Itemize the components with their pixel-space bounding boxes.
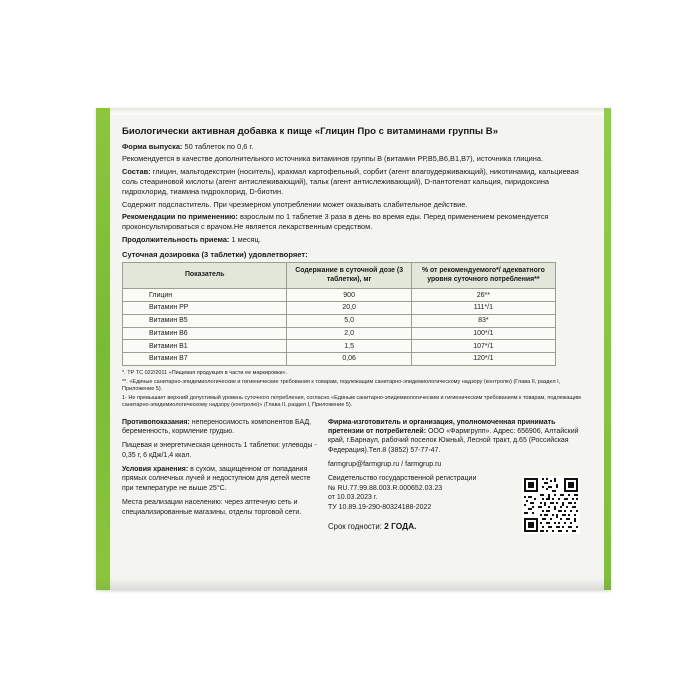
nutrition-table-body [123, 289, 556, 366]
storage-value: в сухом, защищенном от попадания прямых солнечных лучей и недоступном для детей месте при температуре не выше 25°С. [122, 466, 311, 492]
usage-line [122, 212, 588, 232]
form-label: Форма выпуска: [122, 141, 183, 151]
table-row [123, 353, 556, 366]
composition-label: Состав: [122, 167, 151, 177]
footnote-3: 1- Не превышает верхний допустимый уровень суточного потребления, согласно «Единым санитарно-эпидемиологическим и гигиеническим требованиям к товарам, подлежащим санитарно-эпидемиологическому надзору (контролю)» (Глава II, раздел I, Приложение 5). [122, 395, 581, 409]
row-percent: 100*/1 [411, 327, 555, 340]
row-percent: 111*/1 [411, 301, 555, 314]
manufacturer-value: ООО «Фармгрупп». Адрес: 656906, Алтайский край, г.Барнаул, рабочий поселок Южный, Лесной тракт, д.65 (Российская Федерация).Тел.8 (3852) 57-77-47. [328, 427, 579, 454]
contraindications-label: Противопоказания: [122, 418, 190, 426]
footnote-1: *. ТР ТС 022/2011 «Пищевая продукция в части ее маркировки». [122, 369, 288, 376]
energy-value-text: Пищевая и энергетическая ценность 1 таблетки: углеводы - 0,35 г, 6 кДж/1,4 ккал. [122, 442, 317, 459]
bottom-columns [122, 418, 588, 533]
certificate-title: Свидетельство государственной регистрации [328, 475, 477, 483]
green-accent-stripe-right [604, 108, 611, 590]
form-value: 50 таблеток по 0,6 г. [184, 141, 254, 151]
box-top-edge [96, 108, 611, 117]
footnote-2: **. «Единые санитарно-эпидемиологические и гигиенические требования к товарам, подлежащим санитарно-эпидемиологическому надзору (контролю) (Глава II, раздел I, Приложение 5). [122, 379, 561, 393]
contact-email: farmgrup@farmgrup.ru / farmgrup.ru [328, 461, 442, 469]
certificate-number: № RU.77.99.88.003.R.000652.03.23 [328, 484, 443, 492]
sweetener-note: Содержит подсластитель. При чрезмерном употреблении может оказывать слабительное действие. [122, 199, 468, 209]
row-percent: 120*/1 [411, 353, 555, 366]
column-header-amount: Содержание в суточной дозе (3 таблетки), мг [287, 262, 411, 288]
row-name: Витамин В5 [123, 314, 287, 327]
nutrition-table [122, 262, 556, 366]
row-amount: 1,5 [287, 340, 411, 353]
row-amount: 2,0 [287, 327, 411, 340]
table-row [123, 314, 556, 327]
shelf-life-value: 2 ГОДА. [384, 520, 417, 531]
table-row [123, 301, 556, 314]
row-name: Витамин В6 [123, 327, 287, 340]
shelf-life-label: Срок годности: [328, 521, 382, 531]
contraindications-line [122, 418, 318, 437]
table-row [123, 327, 556, 340]
tu-number: ТУ 10.89.19-290-80324188-2022 [328, 503, 432, 511]
row-name: Витамин В7 [123, 353, 287, 366]
product-box [96, 108, 611, 590]
row-amount: 20,0 [287, 301, 411, 314]
qr-code-icon [522, 476, 580, 534]
storage-label: Условия хранения: [122, 466, 189, 474]
form-line [122, 142, 588, 152]
right-info-column [328, 418, 586, 533]
column-header-indicator: Показатель [123, 262, 287, 288]
contraindications-value: непереносимость компонентов БАД, беременность, кормление грудью. [122, 418, 312, 435]
dosage-heading: Суточная дозировка (3 таблетки) удовлетворяет: [122, 249, 308, 259]
duration-label: Продолжительность приема: [122, 235, 230, 245]
sales-places-text: Места реализации населению: через аптечную сеть и специализированные магазины, отделы торговой сети. [122, 499, 302, 516]
row-name: Витамин РР [123, 301, 287, 314]
box-bottom-shadow [96, 578, 611, 590]
row-name: Глицин [123, 289, 287, 302]
column-header-percent: % от рекомендуемого*/ адекватного уровня суточного потребления** [411, 262, 555, 288]
composition-value: глицин, мальтодекстрин (носитель), крахмал картофельный, сорбит (агент влагоудерживающий), никотинамид, кальциевая соль стеариновой кислоты (агент антислеживающий), тальк (агент антислеживающий), D-пантотенат кальция, пиридоксина гидрохлорид, тиамина гидрохлорид, D-биотин. [122, 167, 579, 196]
row-percent: 107*/1 [411, 340, 555, 353]
row-name: Витамин В1 [123, 340, 287, 353]
row-percent: 26** [411, 289, 555, 302]
usage-value: взрослым по 1 таблетке 3 раза в день во время еды. Перед применением рекомендуется проконсультироваться с врачом.Не является лекарственным средством. [122, 212, 549, 232]
row-percent: 83* [411, 314, 555, 327]
footnotes [122, 370, 588, 410]
usage-label: Рекомендации по применению: [122, 212, 238, 222]
storage-line [122, 465, 318, 493]
certificate-date: от 10.03.2023 г. [328, 494, 378, 502]
product-title: Биологически активная добавка к пище «Глицин Про с витаминами группы В» [122, 126, 499, 137]
table-row [123, 340, 556, 353]
table-header-row [123, 262, 556, 288]
row-amount: 0,06 [287, 353, 411, 366]
left-info-column [122, 418, 328, 533]
row-amount: 5,0 [287, 314, 411, 327]
manufacturer-line [328, 418, 586, 456]
duration-value: 1 месяц. [231, 235, 261, 245]
recommendation-text: Рекомендуется в качестве дополнительного источника витаминов группы В (витамин РР,В5,В6,В1,В7), источника глицина. [122, 154, 543, 164]
label-content [122, 126, 588, 572]
green-accent-stripe-left [96, 108, 110, 590]
composition-line [122, 167, 588, 197]
row-amount: 900 [287, 289, 411, 302]
duration-line [122, 235, 588, 245]
manufacturer-label: Фирма-изготовитель и организация, уполномоченная принимать претензии от потребителей: [328, 418, 556, 435]
table-row [123, 289, 556, 302]
